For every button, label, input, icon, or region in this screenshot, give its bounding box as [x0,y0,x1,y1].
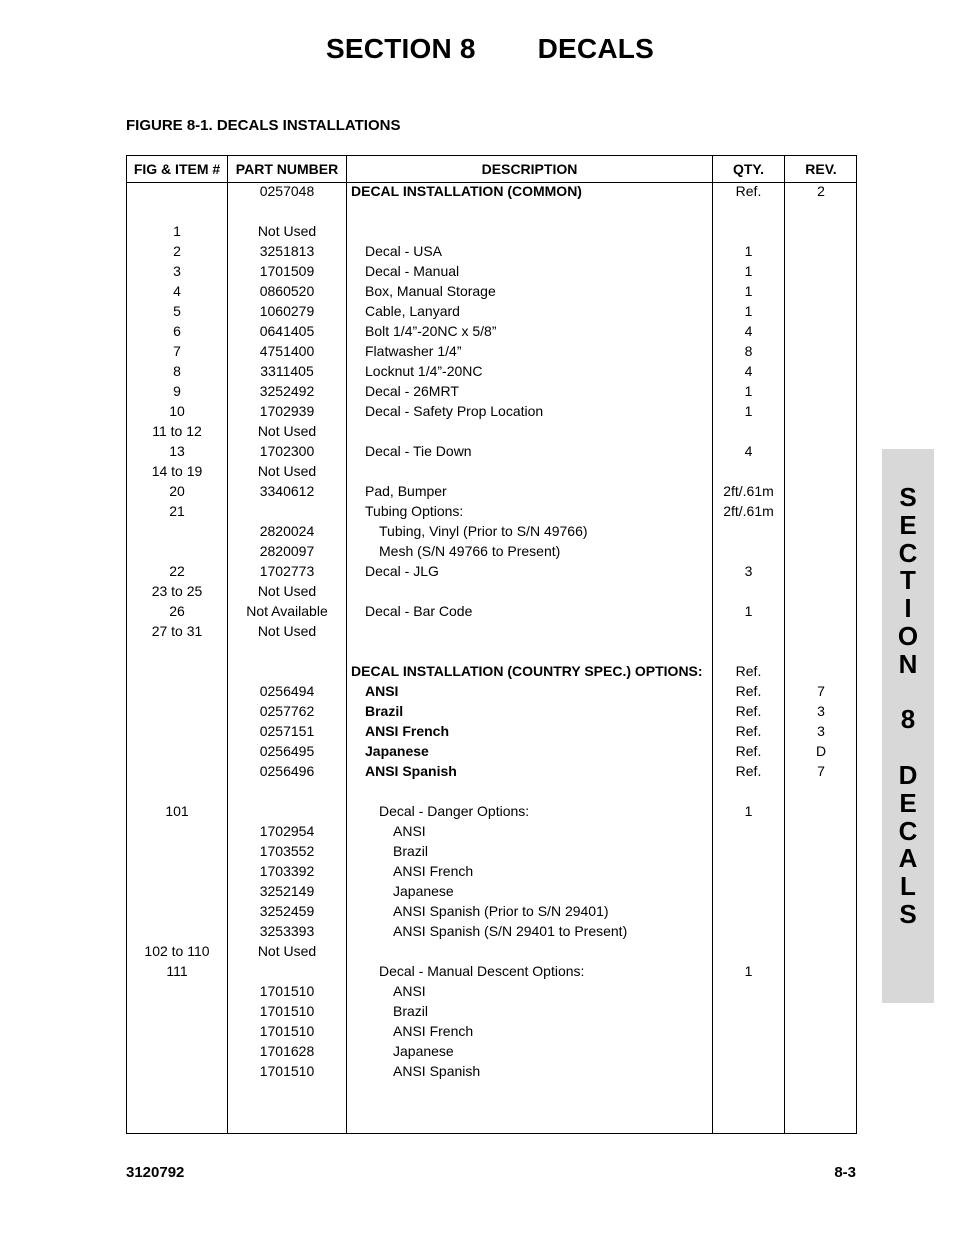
description-cell: Pad, Bumper [365,483,447,499]
table-row [127,921,856,941]
col-header-fig: FIG & ITEM # [133,161,221,177]
description-cell: ANSI French [393,1023,474,1039]
description-cell: Brazil [393,1003,429,1019]
description-cell: Locknut 1/4”-20NC [365,363,483,379]
part-number-cell: 0641405 [259,323,315,339]
table-row [127,421,856,441]
fig-item-cell: 5 [173,303,181,319]
part-number-cell: 3252459 [259,903,315,919]
side-tab-letter: S [899,482,917,512]
part-number-cell: 1701510 [259,983,315,999]
qty-cell: Ref. [735,703,762,719]
side-tab-letter: O [897,621,919,651]
table-row [127,1061,856,1081]
table-row [127,821,856,841]
rev-cell: D [815,743,827,759]
part-number-cell: Not Used [257,943,317,959]
description-cell: Decal - Safety Prop Location [365,403,544,419]
side-tab-letter: N [898,648,918,679]
qty-cell: 1 [744,403,753,419]
description-cell: Brazil [393,843,429,859]
table-row [127,761,856,781]
qty-cell: 1 [744,963,753,979]
part-number-cell: 0257151 [259,723,315,739]
description-cell: ANSI Spanish [365,763,457,779]
table-row [127,521,856,541]
part-number-cell: 4751400 [259,343,315,359]
table-row [127,441,856,461]
description-cell: ANSI Spanish (Prior to S/N 29401) [393,903,609,919]
page-title [0,33,954,65]
side-tab-letter: E [899,787,917,818]
qty-cell: 2ft/.61m [723,503,774,519]
table-row [127,861,856,881]
table-row [127,981,856,1001]
table-row [127,741,856,761]
description-cell: Cable, Lanyard [365,303,460,319]
qty-cell: 4 [744,363,753,379]
table-row [127,901,856,921]
part-number-cell: Not Available [246,603,328,619]
description-cell: ANSI Spanish [393,1063,481,1079]
description-cell: Decal - JLG [365,563,439,579]
col-header-rev: REV. [805,161,837,177]
table-row [127,181,856,201]
part-number-cell: 1701628 [259,1043,315,1059]
description-cell: Decal - Tie Down [365,443,472,459]
fig-item-cell: 111 [166,963,188,979]
table-row [127,1021,856,1041]
col-header-part: PART NUMBER [235,161,339,177]
rev-cell: 2 [817,183,825,199]
part-number-cell: 3311405 [260,363,314,379]
description-cell: Bolt 1/4”-20NC x 5/8” [365,323,497,339]
fig-item-cell: 10 [169,403,185,419]
part-number-cell: Not Used [257,223,317,239]
table-row [127,841,856,861]
description-cell: ANSI [393,983,426,999]
description-cell: Decal - Bar Code [365,603,473,619]
table-row [127,381,856,401]
part-number-cell: 0257762 [259,703,315,719]
table-row [127,1041,856,1061]
qty-cell: 1 [744,603,753,619]
description-cell: Japanese [365,743,429,759]
side-tab-letter: I [904,593,912,624]
side-tab-letter: E [899,509,917,540]
table-row [127,481,856,501]
description-cell: Tubing, Vinyl (Prior to S/N 49766) [379,523,588,539]
fig-item-cell: 6 [173,323,181,339]
part-number-cell: 1701510 [259,1063,315,1079]
description-cell: Box, Manual Storage [365,283,496,299]
part-number-cell: Not Used [257,463,317,479]
part-number-cell: 3253393 [259,923,315,939]
qty-cell: 1 [744,803,753,819]
table-row [127,341,856,361]
qty-cell: Ref. [735,723,762,739]
table-row [127,361,856,381]
qty-cell: Ref. [735,763,762,779]
description-cell: Decal - Manual Descent Options: [379,963,585,979]
description-cell: DECAL INSTALLATION (COMMON) [351,183,582,199]
part-number-cell: 1701509 [259,263,315,279]
table-row [127,301,856,321]
section-label: SECTION 8 [326,33,476,64]
part-number-cell: 3252149 [259,883,315,899]
fig-item-cell: 23 to 25 [151,583,203,599]
table-row [127,941,856,961]
fig-item-cell: 101 [165,803,189,819]
part-number-cell: 0860520 [259,283,315,299]
table-row [127,281,856,301]
qty-cell: 3 [744,563,753,579]
table-row [127,721,856,741]
side-tab-letter: A [898,843,918,874]
description-cell: Decal - Manual [365,263,460,279]
qty-cell: 4 [744,323,753,339]
qty-cell: 1 [744,243,753,259]
qty-cell: Ref. [735,743,762,759]
section-side-tab [882,449,934,1003]
part-number-cell: Not Used [257,423,317,439]
fig-item-cell: 13 [169,443,185,459]
fig-item-cell: 26 [169,603,185,619]
fig-item-cell: 102 to 110 [144,943,210,959]
description-cell: Decal - USA [365,243,443,259]
qty-cell: 1 [744,303,753,319]
description-cell: ANSI French [393,863,474,879]
part-number-cell: 1060279 [259,303,315,319]
decals-table [126,155,857,1134]
description-cell: ANSI [365,683,399,699]
part-number-cell: 0257048 [259,183,315,199]
side-tab-letter: C [898,537,918,568]
table-row [127,501,856,521]
part-number-cell: Not Used [257,623,317,639]
side-tab-letter: T [900,565,916,596]
table-row [127,581,856,601]
fig-item-cell: 22 [169,563,185,579]
fig-item-cell: 2 [173,243,181,259]
table-row [127,221,856,241]
fig-item-cell: 9 [173,383,181,399]
description-cell: ANSI Spanish (S/N 29401 to Present) [393,923,628,939]
part-number-cell: 2820024 [259,523,315,539]
table-row [127,401,856,421]
table-row [127,661,856,681]
description-cell: Brazil [365,703,404,719]
table-row [127,601,856,621]
fig-item-cell: 14 to 19 [151,463,203,479]
fig-item-cell: 20 [169,483,185,499]
table-row [127,461,856,481]
qty-cell: 2ft/.61m [723,483,774,499]
part-number-cell: Not Used [257,583,317,599]
part-number-cell: 1702954 [259,823,315,839]
table-row [127,621,856,641]
part-number-cell: 2820097 [259,543,315,559]
rev-cell: 3 [817,703,825,719]
part-number-cell: 3252492 [259,383,315,399]
part-number-cell: 1703552 [259,843,315,859]
part-number-cell: 0256496 [259,763,315,779]
fig-item-cell: 3 [173,263,181,279]
table-row [127,561,856,581]
table-row [127,961,856,981]
part-number-cell: 3251813 [259,243,315,259]
description-cell: ANSI [393,823,426,839]
rev-cell: 7 [817,763,825,779]
table-row [127,681,856,701]
qty-cell: 1 [744,263,753,279]
fig-item-cell: 11 to 12 [152,423,202,439]
description-cell: Decal - Danger Options: [379,803,530,819]
side-tab-letter: L [900,871,916,902]
table-row [127,541,856,561]
qty-cell: Ref. [735,663,762,679]
col-header-qty: QTY. [732,161,765,177]
description-cell: Japanese [393,1043,454,1059]
description-cell: Tubing Options: [365,503,464,519]
part-number-cell: 1701510 [259,1003,315,1019]
part-number-cell: 1703392 [259,863,315,879]
description-cell: Japanese [393,883,454,899]
fig-item-cell: 21 [169,503,185,519]
table-row [127,701,856,721]
section-name: DECALS [537,33,654,64]
fig-item-cell: 1 [173,223,181,239]
qty-cell: 1 [744,383,753,399]
description-cell: ANSI French [365,723,450,739]
table-row [127,241,856,261]
fig-item-cell: 7 [173,343,181,359]
col-header-description: DESCRIPTION [481,161,578,177]
side-tab-letter: S [899,899,917,929]
rev-cell: 7 [817,683,825,699]
side-tab-letter: 8 [900,704,916,735]
table-row [127,261,856,281]
part-number-cell: 0256495 [259,743,315,759]
part-number-cell: 3340612 [259,483,315,499]
part-number-cell: 1701510 [259,1023,315,1039]
doc-number: 3120792 [126,1164,185,1181]
qty-cell: 8 [744,343,753,359]
rev-cell: 3 [817,723,825,739]
table-row [127,1001,856,1021]
fig-item-cell: 4 [173,283,181,299]
description-cell: Flatwasher 1/4” [365,343,462,359]
qty-cell: 1 [744,283,753,299]
table-row [127,801,856,821]
side-tab-letter: C [898,815,918,846]
side-tab-letter: D [898,760,918,790]
part-number-cell: 1702300 [259,443,315,459]
figure-title: FIGURE 8-1. DECALS INSTALLATIONS [126,117,401,134]
table-row [127,881,856,901]
part-number-cell: 0256494 [259,683,315,699]
part-number-cell: 1702939 [259,403,315,419]
qty-cell: Ref. [735,183,762,199]
table-row [127,321,856,341]
part-number-cell: 1702773 [259,563,315,579]
qty-cell: Ref. [735,683,762,699]
description-cell: Mesh (S/N 49766 to Present) [379,543,561,559]
description-cell: DECAL INSTALLATION (COUNTRY SPEC.) OPTIONS: [351,663,703,679]
fig-item-cell: 27 to 31 [151,623,203,639]
fig-item-cell: 8 [173,363,181,379]
qty-cell: 4 [744,443,753,459]
description-cell: Decal - 26MRT [365,383,459,399]
page-number: 8-3 [834,1164,856,1181]
